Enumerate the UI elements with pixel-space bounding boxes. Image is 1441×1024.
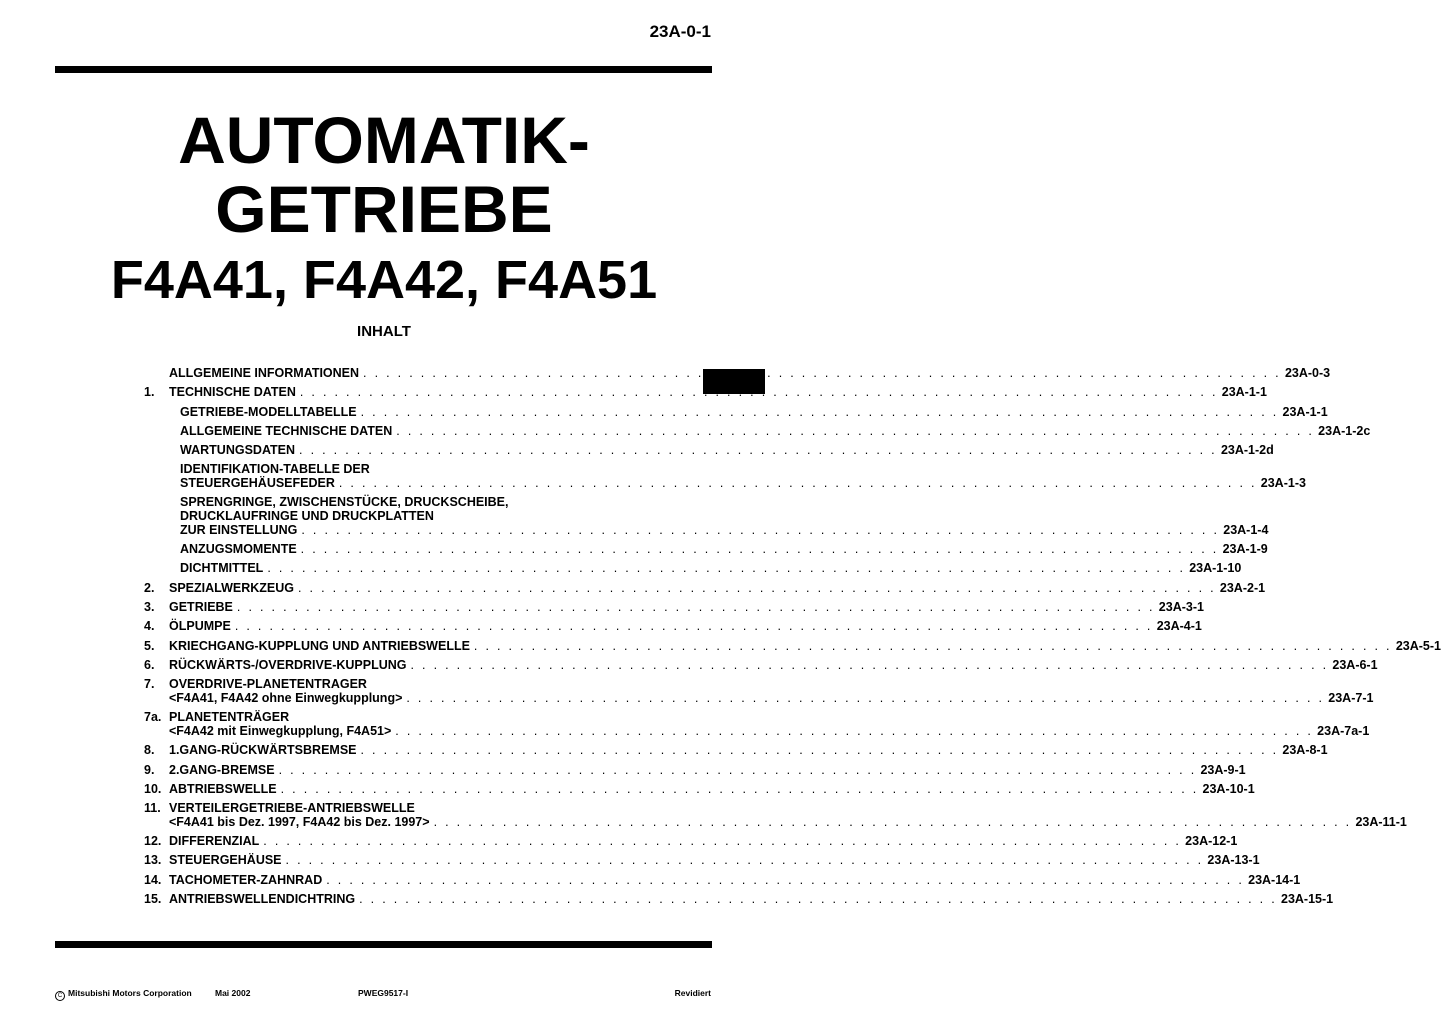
toc-entry-page: 23A-6-1 (1332, 657, 1378, 672)
dot-leader: . . . . . . . . . . . . . . . . . . . . . . . . . . . . . . . . . . . . . . . . . . . . . . . . . . . . . . . . . . . . . . . . . . . . . . . . . . . . . . . . (299, 385, 1218, 400)
toc-entry[interactable] (144, 542, 1268, 557)
dot-leader: . . . . . . . . . . . . . . . . . . . . . . . . . . . . . . . . . . . . . . . . . . . . . . . . . . . . . . . . . . . . . . . . . . . . . . . . . . . . . . . . (280, 781, 1199, 796)
toc-entry-title: ÖLPUMPE (169, 619, 231, 634)
dot-leader: . . . . . . . . . . . . . . . . . . . . . . . . . . . . . . . . . . . . . . . . . . . . . . . . . . . . . . . . . . . . . . . . . . . . . . . . . . . . . . . . (326, 872, 1245, 887)
toc-entry-title: ABTRIEBSWELLE (169, 781, 277, 796)
footer-status: Revidiert (674, 988, 711, 998)
dot-leader: . . . . . . . . . . . . . . . . . . . . . . . . . . . . . . . . . . . . . . . . . . . . . . . . . . . . . . . . . . . . . . . . . . . . . . . . . . . . . . . . (301, 522, 1220, 537)
dot-leader: . . . . . . . . . . . . . . . . . . . . . . . . . . . . . . . . . . . . . . . . . . . . . . . . . . . . . . . . . . . . . . . . . . . . . . . . . . . . . . . . (360, 404, 1279, 419)
toc-entry[interactable] (144, 638, 1441, 654)
toc-entry-title: TACHOMETER-ZAHNRAD (169, 872, 323, 887)
toc-entry-page: 23A-1-2c (1318, 423, 1371, 438)
toc-entry-number: 6. (144, 657, 155, 672)
toc-entry[interactable] (144, 657, 1378, 673)
toc-entry-title: <F4A41 bis Dez. 1997, F4A42 bis Dez. 1997> (169, 814, 430, 829)
toc-entry-page: 23A-12-1 (1185, 834, 1238, 849)
footer-doc-code: PWEG9517-I (358, 988, 409, 998)
dot-leader: . . . . . . . . . . . . . . . . . . . . . . . . . . . . . . . . . . . . . . . . . . . . . . . . . . . . . . . . . . . . . . . . . . . . . . . . . . . . . . . . (278, 762, 1197, 777)
toc-entry-title: ALLGEMEINE TECHNISCHE DATEN (180, 423, 393, 438)
toc-entry-number: 5. (144, 638, 155, 653)
toc-entry[interactable] (144, 495, 1269, 537)
toc-entry-title: OVERDRIVE-PLANETENTRAGER (169, 677, 367, 692)
toc-entry-number: 7. (144, 677, 155, 692)
dot-leader: . . . . . . . . . . . . . . . . . . . . . . . . . . . . . . . . . . . . . . . . . . . . . . . . . . . . . . . . . . . . . . . . . . . . . . . . . . . . . . . . (263, 834, 1182, 849)
toc-entry-number: 10. (144, 781, 162, 796)
toc-entry-title: VERTEILERGETRIEBE-ANTRIEBSWELLE (169, 801, 415, 816)
top-rule (55, 66, 712, 73)
toc-entry[interactable] (144, 710, 1370, 738)
toc-entry-number: 8. (144, 743, 155, 758)
toc-entry-title: STEUERGEHÄUSE (169, 853, 282, 868)
toc-entry-title: PLANETENTRÄGER (169, 710, 290, 725)
toc-entry-title: ALLGEMEINE INFORMATIONEN (169, 366, 360, 380)
toc-entry-page: 23A-15-1 (1281, 892, 1334, 907)
toc-entry-title: DIFFERENZIAL (169, 834, 260, 849)
toc-entry[interactable] (144, 853, 1260, 868)
toc-entry-page: 23A-14-1 (1248, 872, 1301, 887)
toc-entry[interactable] (144, 423, 1371, 439)
toc-entry-title: DICHTMITTEL (180, 561, 264, 576)
toc-entry[interactable] (144, 762, 1246, 778)
toc-entry-page: 23A-1-2d (1220, 443, 1274, 458)
dot-leader: . . . . . . . . . . . . . . . . . . . . . . . . . . . . . . . . . . . . . . . . . . . . . . . . . . . . . . . . . . . . . . . . . . . . . . . . . . . . . . . . (359, 892, 1277, 907)
toc-entry-number: 9. (144, 762, 155, 777)
toc-entry-number (144, 367, 169, 381)
toc-entry-page: 23A-1-9 (1222, 542, 1268, 557)
toc-entry[interactable] (144, 677, 1374, 705)
toc-entry[interactable] (144, 743, 1328, 758)
toc-entry[interactable] (144, 385, 1267, 400)
toc-entry-page: 23A-7a-1 (1317, 723, 1370, 738)
toc-entry[interactable] (144, 781, 1255, 797)
dot-leader: . . . . . . . . . . . . . . . . . . . . . . . . . . . . . . . . . . . . . . . . . . . . . . . . . . . . . . . . . . . . . . . . . . . . . . . . . . . . . . . . (360, 743, 1279, 758)
footer-company: Mitsubishi Motors Corporation (68, 988, 192, 998)
toc-entry-page: 23A-1-1 (1282, 404, 1328, 419)
toc-entry[interactable] (144, 872, 1301, 888)
toc-entry[interactable] (144, 580, 1266, 596)
toc-entry-title: IDENTIFIKATION-TABELLE DER (180, 462, 370, 477)
toc-entry-title: ANTRIEBSWELLENDICHTRING (169, 892, 356, 907)
toc-entry[interactable] (144, 801, 1407, 829)
toc-entry[interactable] (144, 892, 1334, 907)
toc-entry-page: 23A-8-1 (1282, 743, 1328, 758)
toc-entry-number: 2. (144, 580, 155, 595)
toc-entry-page: 23A-11-1 (1355, 814, 1407, 829)
toc-entry-page: 23A-13-1 (1207, 853, 1260, 868)
toc-entry-title: SPRENGRINGE, ZWISCHENSTÜCKE, DRUCKSCHEIBE, (180, 495, 509, 510)
dot-leader: . . . . . . . . . . . . . . . . . . . . . . . . . . . . . . . . . . . . . . . . . . . . . . . . . . . . . . . . . . . . . . . . . . . . . . . . . . . . . . . . (473, 638, 1392, 653)
dot-leader: . . . . . . . . . . . . . . . . . . . . . . . . . . . . . . . . . . . . . . . . . . . . . . . . . . . . . . . . . . . . . . . . . . . . . . . . . . . . . . . . (410, 657, 1329, 672)
toc-entry-number: 7a. (144, 710, 162, 725)
toc-entry-page: 23A-4-1 (1156, 619, 1202, 634)
toc-entry-page: 23A-5-1 (1395, 638, 1441, 653)
toc-entry-number: 11. (144, 801, 161, 816)
toc-entry-title: 1.GANG-RÜCKWÄRTSBREMSE (169, 743, 357, 758)
toc-entry-number: 4. (144, 619, 155, 634)
footer-copyright (55, 988, 192, 1001)
toc-entry-title: RÜCKWÄRTS-/OVERDRIVE-KUPPLUNG (169, 657, 407, 672)
dot-leader: . . . . . . . . . . . . . . . . . . . . . . . . . . . . . . . . . . . . . . . . . . . . . . . . . . . . . . . . . . . . . . . . . . . . . . . . . . . . . . . . (267, 561, 1186, 576)
toc-entry-number: 3. (144, 600, 155, 615)
toc-entry-page: 23A-1-3 (1260, 476, 1306, 491)
toc-entry-number: 1. (144, 385, 155, 400)
dot-leader: . . . . . . . . . . . . . . . . . . . . . . . . . . . . . . . . . . . . . . . . . . . . . . . . . . . . . . . . . . . . . . . . . . . . . . . . . . . . . . . . (285, 853, 1204, 868)
toc-entry-page: 23A-1-1 (1221, 385, 1267, 400)
dot-leader: . . . . . . . . . . . . . . . . . . . . . . . . . . . . . . . . . . . . . . . . . . . . . . . . . . . . . . . . . . . . . . . . . . . . . . . . . . . . . . . . (234, 619, 1153, 634)
title-models: F4A41, F4A42, F4A51 (110, 250, 658, 310)
table-of-contents (144, 366, 1441, 912)
toc-entry-title: STEUERGEHÄUSEFEDER (180, 476, 335, 491)
page-number: 23A-0-1 (649, 22, 711, 41)
bottom-rule (55, 941, 712, 948)
contents-heading: INHALT (357, 323, 411, 340)
toc-entry-title: TECHNISCHE DATEN (169, 385, 296, 400)
toc-entry-number: 13. (144, 853, 162, 868)
toc-entry-title: <F4A41, F4A42 ohne Einwegkupplung> (169, 690, 403, 705)
toc-entry-page: 23A-0-3 (1284, 366, 1331, 380)
toc-entry-title: DRUCKLAUFRINGE UND DRUCKPLATTEN (180, 509, 434, 524)
dot-leader: . . . . . . . . . . . . . . . . . . . . . . . . . . . . . . . . . . . . . . . . . . . . . . . . . . . . . . . . . . . . . . . . . . . . . . . . . . . . . . . . (300, 542, 1219, 557)
toc-entry-title: GETRIEBE (169, 600, 233, 615)
dot-leader: . . . . . . . . . . . . . . . . . . . . . . . . . . . . . . . . . . . . . . . . . . . . . . . . . . . . . . . . . . . . . . . . . . . . . . . . . . . . . . . . (396, 423, 1315, 438)
toc-entry[interactable] (144, 366, 1331, 381)
toc-entry-page: 23A-2-1 (1219, 580, 1266, 595)
toc-entry[interactable] (144, 600, 1204, 615)
title-line-1: AUTOMATIK- (178, 103, 590, 177)
toc-entry-title: SPEZIALWERKZEUG (169, 580, 295, 595)
toc-entry-title: 2.GANG-BREMSE (169, 762, 275, 777)
toc-entry-title: GETRIEBE-MODELLTABELLE (180, 404, 357, 419)
toc-entry-number: 14. (144, 872, 162, 887)
footer-date: Mai 2002 (215, 988, 251, 998)
toc-entry[interactable] (144, 462, 1306, 491)
dot-leader: . . . . . . . . . . . . . . . . . . . . . . . . . . . . . . . . . . . . . . . . . . . . . . . . . . . . . . . . . . . . . . . . . . . . . . . . . . . . . . . . (338, 476, 1257, 491)
dot-leader: . . . . . . . . . . . . . . . . . . . . . . . . . . . . . . . . . . . . . . . . . . . . . . . . . . . . . . . . . . . . . . . . . . . . . . . . . . . . . . . . (298, 580, 1216, 595)
toc-entry-title: ANZUGSMOMENTE (180, 542, 297, 557)
toc-entry[interactable] (144, 404, 1328, 420)
dot-leader: . . . . . . . . . . . . . . . . . . . . . . . . . . . . . . . . . . . . . . . . . . . . . . . . . . . . . . . . . . . . . . . . . . . . . . . . . . . . . . . . (363, 366, 1281, 380)
toc-entry-number: 15. (144, 892, 162, 907)
toc-entry[interactable] (144, 834, 1238, 849)
dot-leader: . . . . . . . . . . . . . . . . . . . . . . . . . . . . . . . . . . . . . . . . . . . . . . . . . . . . . . . . . . . . . . . . . . . . . . . . . . . . . . . . (299, 443, 1217, 458)
toc-entry-page: 23A-1-4 (1223, 522, 1269, 537)
toc-entry-page: 23A-1-10 (1189, 561, 1242, 576)
dot-leader: . . . . . . . . . . . . . . . . . . . . . . . . . . . . . . . . . . . . . . . . . . . . . . . . . . . . . . . . . . . . . . . . . . . . . . . . . . . . . . . . (236, 600, 1155, 615)
dot-leader: . . . . . . . . . . . . . . . . . . . . . . . . . . . . . . . . . . . . . . . . . . . . . . . . . . . . . . . . . . . . . . . . . . . . . . . . . . . . . . . . (406, 690, 1325, 705)
toc-entry[interactable] (144, 561, 1242, 576)
toc-entry-title: WARTUNGSDATEN (180, 443, 296, 458)
toc-entry[interactable] (144, 443, 1274, 458)
dot-leader: . . . . . . . . . . . . . . . . . . . . . . . . . . . . . . . . . . . . . . . . . . . . . . . . . . . . . . . . . . . . . . . . . . . . . . . . . . . . . . . . (433, 814, 1352, 829)
dot-leader: . . . . . . . . . . . . . . . . . . . . . . . . . . . . . . . . . . . . . . . . . . . . . . . . . . . . . . . . . . . . . . . . . . . . . . . . . . . . . . . . (395, 723, 1314, 738)
toc-entry-page: 23A-10-1 (1202, 781, 1255, 796)
toc-entry-page: 23A-7-1 (1328, 690, 1374, 705)
title-line-2: GETRIEBE (215, 172, 553, 246)
toc-entry-title: KRIECHGANG-KUPPLUNG UND ANTRIEBSWELLE (169, 638, 470, 653)
toc-entry-number: 12. (144, 834, 162, 849)
copyright-icon: C (55, 991, 65, 1001)
toc-entry-title: ZUR EINSTELLUNG (180, 522, 298, 537)
toc-entry[interactable] (144, 619, 1202, 634)
toc-entry-title: <F4A42 mit Einwegkupplung, F4A51> (169, 723, 392, 738)
toc-entry-page: 23A-3-1 (1158, 600, 1204, 615)
toc-entry-page: 23A-9-1 (1200, 762, 1246, 777)
